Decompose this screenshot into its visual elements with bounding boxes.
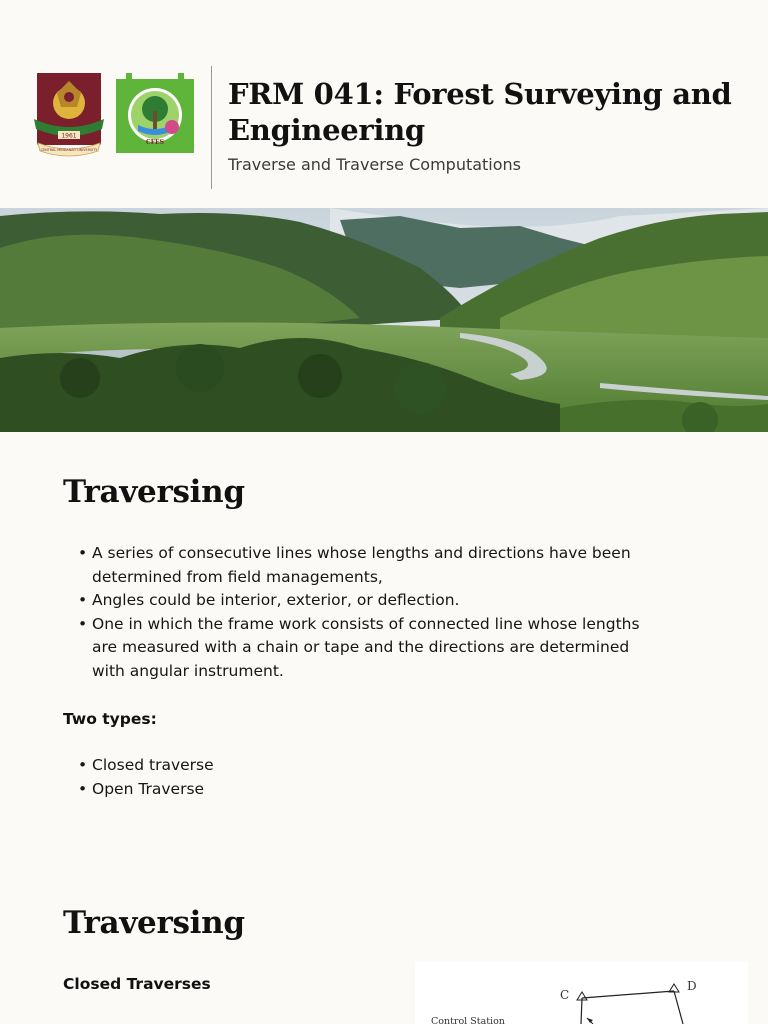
svg-text:1961: 1961 xyxy=(61,132,77,140)
college-logo xyxy=(116,73,194,153)
header-divider xyxy=(211,66,212,189)
landscape-image xyxy=(0,208,768,432)
traverse-diagram-svg xyxy=(415,962,748,1024)
section2-heading: Traversing xyxy=(63,905,245,941)
svg-text:Control Station: Control Station xyxy=(431,1016,505,1024)
course-subtitle: Traverse and Traverse Computations xyxy=(228,155,522,174)
svg-text:CENTRAL MINDANAO UNIVERSITY: CENTRAL MINDANAO UNIVERSITY xyxy=(40,148,98,152)
list-item: • One in which the frame work consists of connected line whose lengths are measured with a chain or tape and the directions are determined with angular instrument. xyxy=(63,613,663,684)
banner-photo xyxy=(0,208,768,432)
svg-text:D: D xyxy=(687,979,697,993)
list-item: • A series of consecutive lines whose lengths and directions have been determined from field managements, xyxy=(63,542,663,589)
definition-list xyxy=(63,542,663,684)
list-item: • Closed traverse xyxy=(63,754,663,778)
svg-text:CFES: CFES xyxy=(146,139,164,146)
page-header xyxy=(0,0,768,208)
list-item: • Open Traverse xyxy=(63,778,663,802)
course-title: FRM 041: Forest Surveying and Engineering xyxy=(228,77,732,147)
types-label: Two types: xyxy=(63,710,157,728)
closed-traverses-label: Closed Traverses xyxy=(63,975,211,993)
types-list xyxy=(63,754,663,801)
section1-heading: Traversing xyxy=(63,474,245,510)
closed-traverse-diagram xyxy=(415,962,748,1024)
svg-text:C: C xyxy=(560,988,570,1002)
list-item: • Angles could be interior, exterior, or deflection. xyxy=(63,589,663,613)
university-seal-logo xyxy=(32,73,106,157)
